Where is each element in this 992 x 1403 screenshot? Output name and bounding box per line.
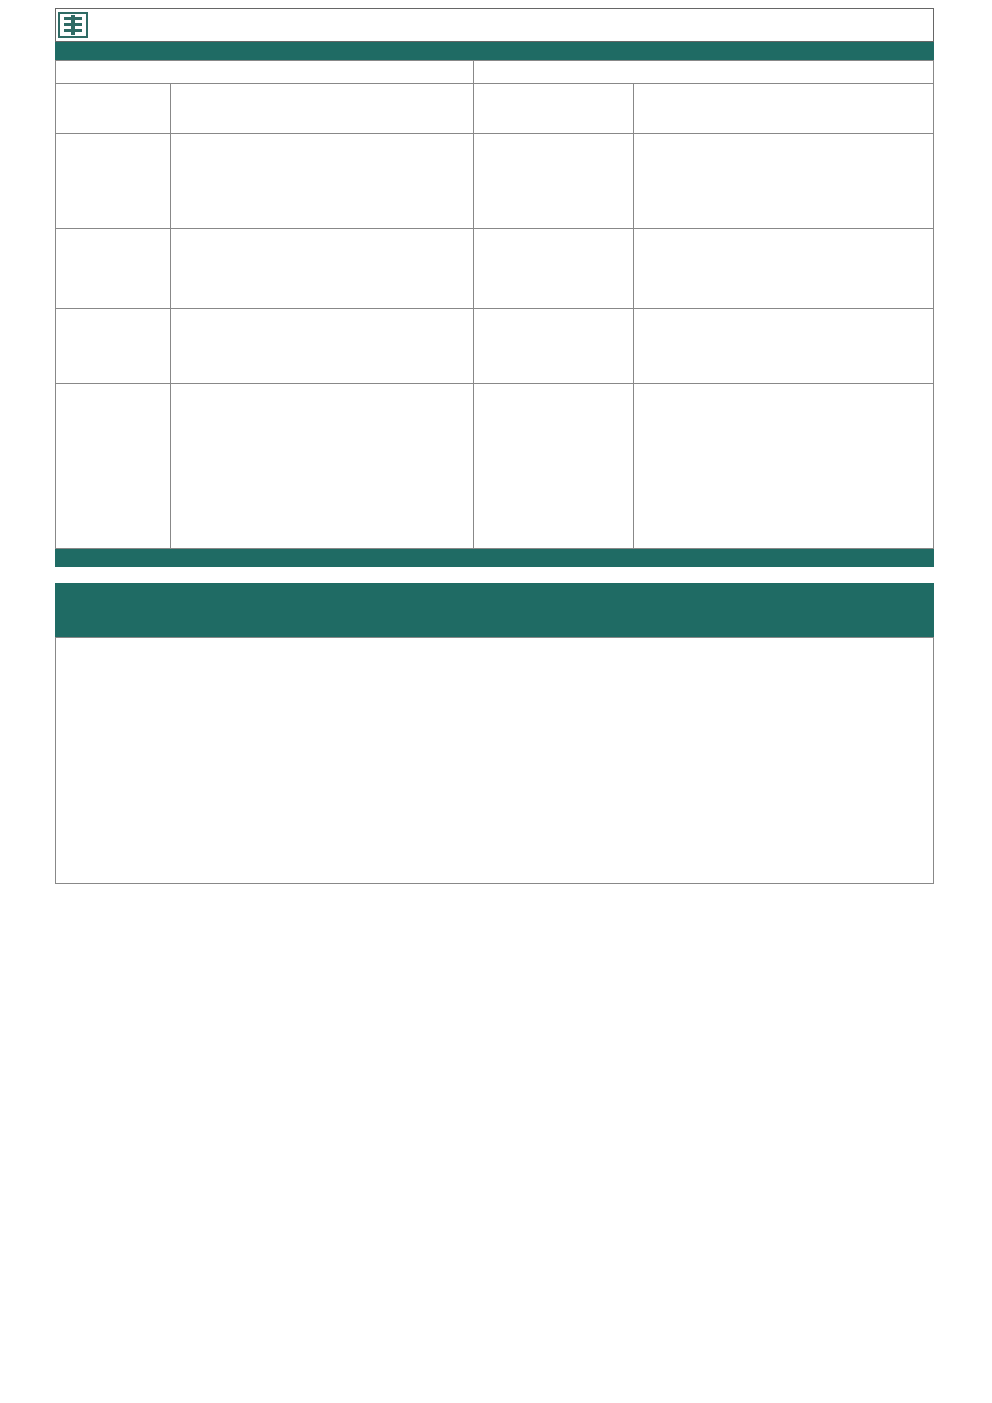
summary-soda-label xyxy=(56,229,171,309)
report-page xyxy=(55,8,934,1403)
summary-table xyxy=(55,60,934,549)
summary-soda-text xyxy=(171,84,474,134)
summary-glass-label xyxy=(474,384,634,549)
summary-glass-label xyxy=(474,134,634,229)
summary-glass-label xyxy=(474,229,634,309)
spot-table xyxy=(55,567,934,583)
summary-section-title xyxy=(55,42,934,60)
summary-soda-text xyxy=(171,229,474,309)
chart-light-soda xyxy=(495,638,934,883)
summary-row xyxy=(56,309,934,384)
logo-mark-icon xyxy=(58,12,88,38)
summary-soda-text xyxy=(171,309,474,384)
charts-area xyxy=(55,637,934,884)
spot-section-title xyxy=(55,549,934,567)
summary-glass-label xyxy=(474,84,634,134)
futures-section-title xyxy=(55,583,934,601)
summary-glass-text xyxy=(634,309,934,384)
chart-svg xyxy=(56,638,494,881)
summary-glass-text xyxy=(634,134,934,229)
company-logo xyxy=(56,10,178,40)
summary-soda-title xyxy=(56,61,474,84)
chart-svg xyxy=(495,638,933,881)
charts-section-title xyxy=(55,619,934,637)
summary-glass-text xyxy=(634,384,934,549)
summary-soda-label xyxy=(56,309,171,384)
summary-glass-title xyxy=(474,61,934,84)
report-header xyxy=(55,8,934,42)
summary-glass-label xyxy=(474,309,634,384)
soda-section-label xyxy=(55,567,474,583)
fundamental-section-title xyxy=(55,601,934,619)
summary-soda-text xyxy=(171,384,474,549)
summary-soda-label xyxy=(56,84,171,134)
table-section-row xyxy=(55,567,934,583)
summary-soda-label xyxy=(56,134,171,229)
chart-heavy-soda xyxy=(56,638,495,883)
summary-row xyxy=(56,384,934,549)
summary-soda-text xyxy=(171,134,474,229)
summary-glass-text xyxy=(634,229,934,309)
summary-row xyxy=(56,229,934,309)
summary-glass-text xyxy=(634,84,934,134)
summary-soda-label xyxy=(56,384,171,549)
summary-row xyxy=(56,134,934,229)
summary-row xyxy=(56,84,934,134)
